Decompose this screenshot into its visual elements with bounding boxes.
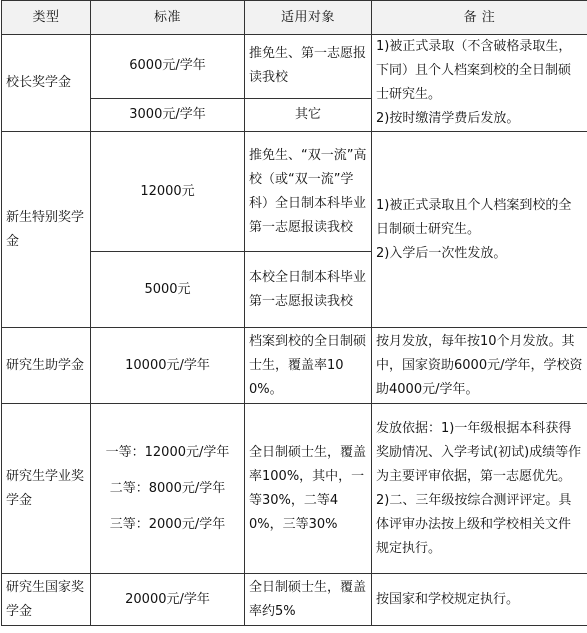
header-type: 类型 (2, 1, 91, 35)
type-national: 研究生国家奖学金 (2, 574, 91, 626)
target-cell: 全日制硕士生，覆盖率约5% (245, 574, 372, 626)
note-line: 1)被正式录取且个人档案到校的全日制硕士研究生。 (376, 197, 572, 237)
tier-second: 二等：8000元/学年 (109, 480, 226, 496)
type-grant: 研究生助学金 (2, 328, 91, 404)
header-row (2, 1, 587, 35)
note-cell (372, 35, 587, 132)
table-row (2, 328, 587, 404)
note-cell: 按国家和学校规定执行。 (372, 574, 587, 626)
standard-cell (91, 404, 245, 574)
type-academic: 研究生学业奖学金 (2, 404, 91, 574)
scholarship-table (1, 0, 587, 626)
note-cell (372, 404, 587, 574)
table-row (2, 35, 587, 99)
target-cell: 推免生、“双一流”高校（或“双一流”学科）全日制本科毕业第一志愿报读我校 (245, 132, 372, 252)
note-cell: 按月发放，每年按10个月发放。其中，国家资助6000元/学年，学校资助4000元/学年。 (372, 328, 587, 404)
table-row (2, 404, 587, 574)
target-cell: 全日制硕士生，覆盖率100%，其中，一等30%，二等40%，三等30% (245, 404, 372, 574)
standard-cell: 3000元/学年 (91, 98, 245, 131)
note-cell (372, 132, 587, 328)
note-line: 2)二、三年级按综合测评评定。具体评审办法按上级和学校相关文件规定执行。 (376, 492, 572, 556)
standard-cell: 6000元/学年 (91, 35, 245, 99)
note-line: 发放依据：1)一年级根据本科获得奖励情况、入学考试(初试)成绩等作为主要评审依据，第一志愿优先。 (376, 420, 582, 484)
tier-first: 一等：12000元/学年 (105, 444, 230, 460)
standard-cell: 12000元 (91, 132, 245, 252)
type-freshman: 新生特别奖学金 (2, 132, 91, 328)
target-cell: 推免生、第一志愿报读我校 (245, 35, 372, 99)
tier-third: 三等：2000元/学年 (109, 516, 226, 532)
header-note: 备 注 (372, 1, 587, 35)
standard-cell: 5000元 (91, 252, 245, 328)
note-line: 1)被正式录取（不含破格录取生，下同）且个人档案到校的全日制硕士研究生。 (376, 39, 572, 102)
target-cell: 档案到校的全日制硕士生，覆盖率100%。 (245, 328, 372, 404)
table-row (2, 574, 587, 626)
type-principal: 校长奖学金 (2, 35, 91, 132)
standard-cell: 10000元/学年 (91, 328, 245, 404)
standard-cell: 20000元/学年 (91, 574, 245, 626)
note-line: 2)入学后一次性发放。 (376, 245, 507, 261)
header-target: 适用对象 (245, 1, 372, 35)
header-standard: 标准 (91, 1, 245, 35)
target-cell: 其它 (245, 98, 372, 131)
note-line: 2)按时缴清学费后发放。 (376, 111, 520, 126)
target-cell: 本校全日制本科毕业第一志愿报读我校 (245, 252, 372, 328)
table-row (2, 132, 587, 252)
